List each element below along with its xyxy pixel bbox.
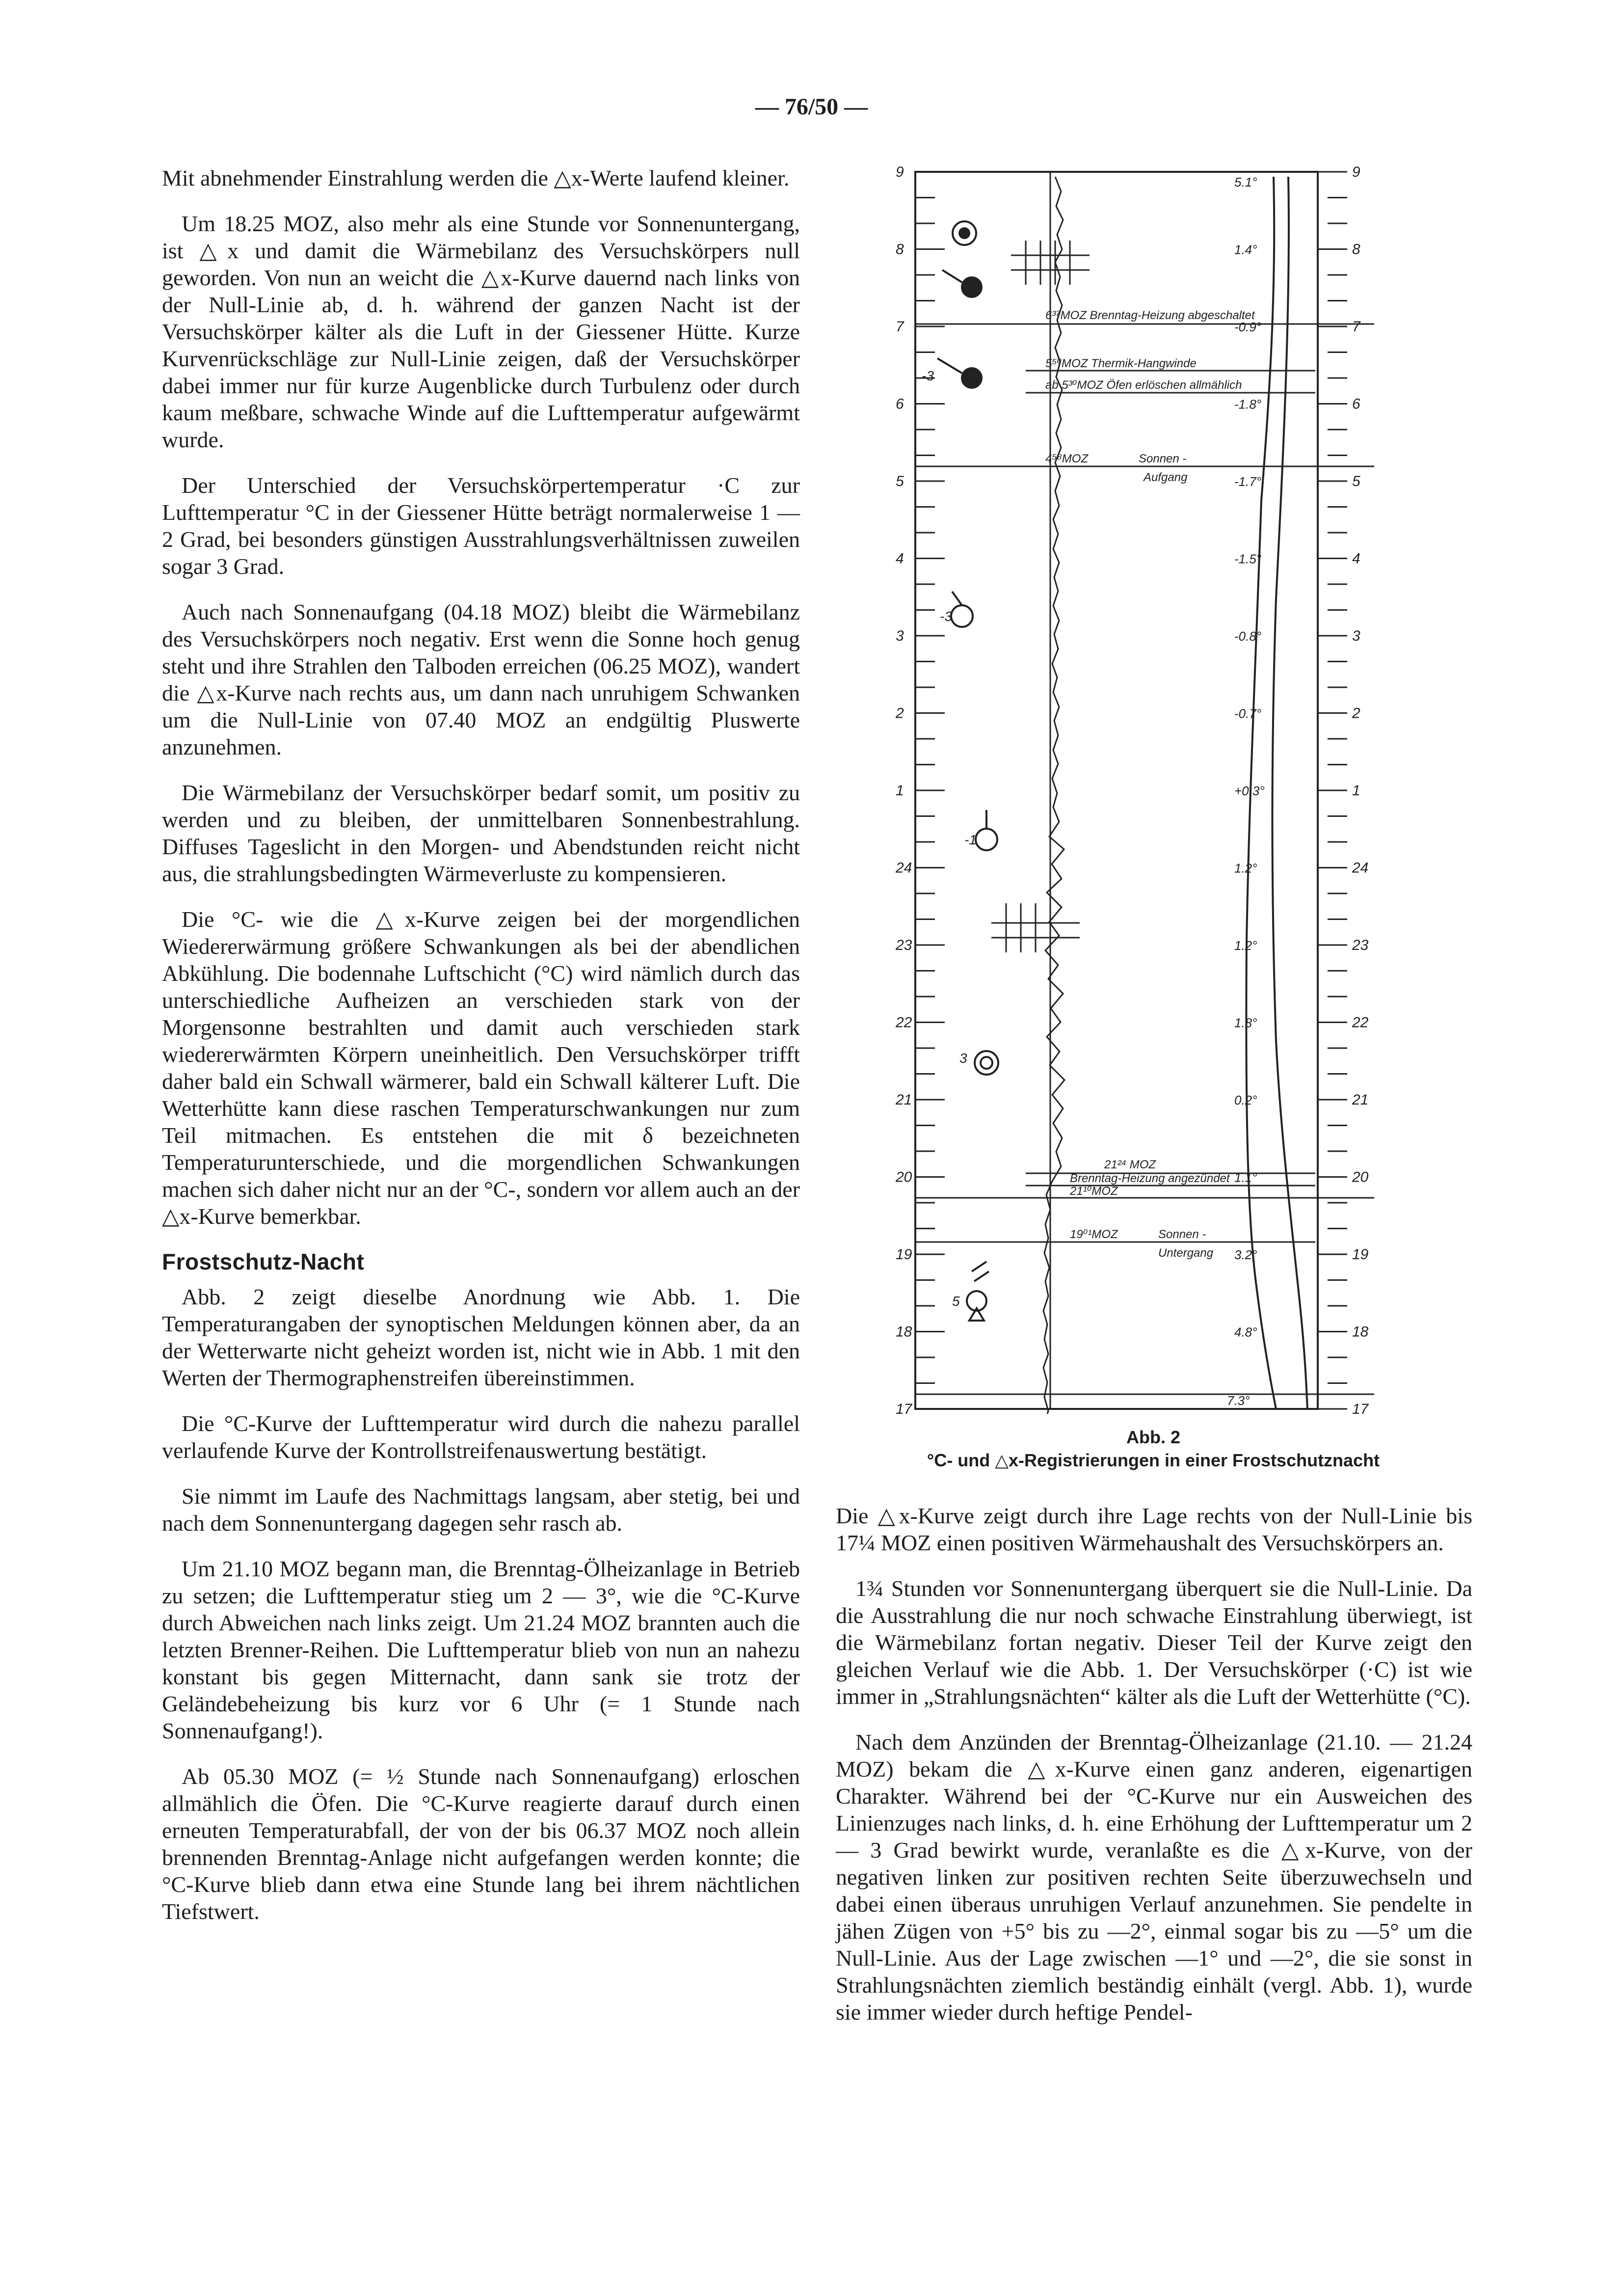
annotation: Sonnen - xyxy=(1158,1228,1206,1241)
weather-symbol-icon xyxy=(975,1051,998,1075)
paragraph: Ab 05.30 MOZ (= ½ Stunde nach Sonnenaufgang) erloschen allmählich die Öfen. Die °C-Kurve reagierte darauf durch einen erneuten Temperaturabfall, der von der bis 06.37 MOZ noch allein brennenden Brenntag-Anlage nicht aufgefangen werden konnte; die °C-Kurve blieb dann etwa eine Stunde lang bei ihrem nächtlichen Tiefstwert. xyxy=(162,1764,800,1924)
figure-title: Abb. 2 xyxy=(1126,1427,1180,1447)
left-column xyxy=(162,164,800,1944)
hour-label-right: 2 xyxy=(1352,705,1360,722)
weather-symbol-icon xyxy=(976,829,997,850)
hour-label-left: 1 xyxy=(896,783,904,799)
annotation: Untergang xyxy=(1158,1246,1214,1260)
hour-label-left: 5 xyxy=(896,473,904,489)
paragraph: Sie nimmt im Laufe des Nachmittags langsam, aber stetig, bei und nach dem Sonnenuntergang dagegen sehr rasch ab. xyxy=(162,1484,800,1536)
figure-abb-2 xyxy=(883,157,1413,1414)
annotation: 21¹⁰MOZ xyxy=(1070,1185,1118,1198)
paragraph: Um 18.25 MOZ, also mehr als eine Stunde vor Sonnenuntergang, ist △x und damit die Wärmebilanz des Versuchskörpers null geworden. Von nun an weicht die △x-Kurve dauernd nach links von der Null-Linie ab, d. h. während der ganzen Nacht ist der Versuchskörper kälter als die Luft in der Giessener Hütte. Kurze Kurvenrückschläge zur Null-Linie zeigen, daß der Versuchskörper dabei immer nur für kurze Augenblicke durch Turbulenz oder durch kaum meßbare, schwache Winde auf die Lufttemperatur aufgewärmt wurde. xyxy=(162,211,800,452)
temperature-label: -1.8° xyxy=(1234,397,1262,412)
hour-label-right: 20 xyxy=(1352,1169,1369,1186)
weather-number: 5 xyxy=(952,1294,960,1309)
control-curve xyxy=(1273,177,1308,1409)
hour-label-left: 21 xyxy=(896,1092,912,1108)
precipitation-mark xyxy=(991,241,1090,952)
weather-symbol-icon xyxy=(962,277,982,297)
hour-label-left: 24 xyxy=(896,860,912,876)
paragraph: Die °C-Kurve der Lufttemperatur wird durch die nahezu parallel verlaufende Kurve der Kontrollstreifenauswertung bestätigt. xyxy=(162,1411,800,1463)
weather-number: 3 xyxy=(959,1051,967,1066)
hour-label-left: 4 xyxy=(896,550,904,567)
annotation: ab 5³⁰MOZ Öfen erlöschen allmählich xyxy=(1045,378,1242,392)
hour-label-left: 2 xyxy=(896,705,904,722)
paragraph: Die Wärmebilanz der Versuchskörper bedarf somit, um positiv zu werden und zu bleiben, der unmittelbaren Sonnenbestrahlung. Diffuses Tageslicht in den Morgen- und Abendstunden reicht nicht aus, die strahlungsbedingten Wärmeverluste zu kompensieren. xyxy=(162,780,800,886)
paragraph: Auch nach Sonnenaufgang (04.18 MOZ) bleibt die Wärmebilanz des Versuchskörpers noch negativ. Erst wenn die Sonne hoch genug steht und ihre Strahlen den Talboden erreichen (06.25 MOZ), wandert die △x-Kurve nach rechts aus, um dann nach unruhigem Schwanken um die Null-Linie von 07.40 MOZ an endgültig Pluswerte anzunehmen. xyxy=(162,599,800,759)
annotation: Aufgang xyxy=(1144,471,1188,484)
hour-label-left: 6 xyxy=(896,396,904,412)
hour-label-right: 1 xyxy=(1352,783,1360,799)
paragraph: Der Unterschied der Versuchskörpertemperatur ·C zur Lufttemperatur °C in der Giessener Hütte beträgt normalerweise 1 — 2 Grad, bei besonders günstigen Ausstrahlungsverhältnissen zuweilen sogar 3 Grad. xyxy=(162,473,800,579)
paragraph: Die △x-Kurve zeigt durch ihre Lage rechts von der Null-Linie bis 17¼ MOZ einen positiven Wärmehaushalt des Versuchskörpers an. xyxy=(836,1503,1472,1555)
annotation: 19⁰¹MOZ xyxy=(1070,1228,1118,1241)
hour-label-right: 7 xyxy=(1352,319,1360,335)
hour-label-right: 4 xyxy=(1352,550,1360,567)
figure-caption: °C- und △x-Registrierungen in einer Frostschutznacht xyxy=(927,1450,1380,1470)
weather-number: -1 xyxy=(964,832,977,847)
hour-label-right: 3 xyxy=(1352,628,1360,644)
temperature-label: 1.2° xyxy=(1234,861,1257,876)
temperature-label: 4.8° xyxy=(1234,1324,1257,1340)
temperature-label: 3.2° xyxy=(1234,1247,1257,1262)
hour-label-right: 19 xyxy=(1352,1246,1369,1263)
temperature-label: 5.1° xyxy=(1234,175,1257,189)
paragraph: Nach dem Anzünden der Brenntag-Ölheizanlage (21.10. — 21.24 MOZ) bekam die △x-Kurve einen ganz anderen, eigenartigen Charakter. Während bei der °C-Kurve nur ein Ausweichen des Linienzuges nach links, d. h. eine Erhöhung der Lufttemperatur um 2 — 3 Grad bewirkt wurde, veranlaßte es die △x-Kurve, von der negativen linken zur positiven rechten Seite überzuwechseln und dabei einen überaus unruhigen Verlauf anzunehmen. Sie pendelte in jähen Zügen von +5° bis zu —2°, einmal sogar bis zu —5° um die Null-Linie. Aus der Lage zwischen —1° und —2°, die sie sonst in Strahlungsnächten ziemlich beständig einhält (vergl. Abb. 1), wurde sie immer wieder durch heftige Pendel- xyxy=(836,1729,1472,2025)
temperature-label: -0.8° xyxy=(1234,629,1262,644)
annotation: 5⁵⁰MOZ Thermik-Hangwinde xyxy=(1045,357,1197,370)
annotation: Brenntag-Heizung angezündet xyxy=(1070,1172,1230,1185)
temperature-label: -0.9° xyxy=(1234,320,1262,334)
hour-label-right: 9 xyxy=(1352,164,1360,180)
weather-symbol-icon xyxy=(951,605,973,627)
hour-label-right: 24 xyxy=(1352,860,1369,876)
temperature-label: 1.1° xyxy=(1234,1170,1257,1185)
temperature-label: 0.2° xyxy=(1234,1093,1257,1107)
annotation: 6³⁷MOZ Brenntag-Heizung abgeschaltet xyxy=(1045,309,1255,322)
temperature-label: 1.2° xyxy=(1234,938,1257,953)
temperature-label: +0.3° xyxy=(1234,783,1265,798)
temperature-label: -1.5° xyxy=(1234,551,1262,567)
hour-label-left: 18 xyxy=(896,1324,912,1340)
hour-label-left: 17 xyxy=(896,1401,912,1414)
hour-label-left: 22 xyxy=(896,1014,912,1031)
hour-label-left: 19 xyxy=(896,1246,912,1263)
hour-label-right: 23 xyxy=(1352,937,1369,953)
hour-label-right: 5 xyxy=(1352,473,1360,489)
temperature-label: 1.4° xyxy=(1234,242,1257,257)
page-number: — 76/50 — xyxy=(755,94,868,120)
hour-label-left: 20 xyxy=(896,1169,912,1186)
paragraph: Mit abnehmender Einstrahlung werden die △x-Werte laufend kleiner. xyxy=(162,165,790,190)
hour-label-right: 22 xyxy=(1352,1014,1369,1031)
hour-label-right: 18 xyxy=(1352,1324,1369,1340)
temperature-label: 1.8° xyxy=(1234,1015,1257,1030)
paragraph: 1¾ Stunden vor Sonnenuntergang überquert sie die Null-Linie. Da die Ausstrahlung die nur noch schwache Einstrahlung überwiegt, ist die Wärmebilanz fortan negativ. Dieser Teil der Kurve zeigt den gleichen Verlauf wie die Abb. 1. Der Versuchskörper (·C) ist wie immer in „Strahlungsnächten“ kälter als die Luft der Wetterhütte (°C). xyxy=(836,1576,1472,1709)
annotation: 21²⁴ MOZ xyxy=(1104,1158,1156,1171)
hour-label-right: 8 xyxy=(1352,241,1360,258)
temperature-label: -1.7° xyxy=(1234,474,1262,489)
hour-label-left: 23 xyxy=(896,937,912,953)
temperature-label: 7.3° xyxy=(1227,1393,1250,1408)
hour-label-left: 9 xyxy=(896,164,904,180)
hour-label-left: 8 xyxy=(896,241,904,258)
right-column xyxy=(836,1502,1472,2044)
hour-label-right: 17 xyxy=(1352,1401,1369,1414)
section-heading: Frostschutz-Nacht xyxy=(162,1249,365,1274)
hour-label-right: 21 xyxy=(1352,1092,1369,1108)
weather-number: -3 xyxy=(922,368,934,383)
paragraph: Die °C- wie die △x-Kurve zeigen bei der morgendlichen Wiedererwärmung größere Schwankungen als bei der abendlichen Abkühlung. Die bodennahe Luftschicht (°C) wird nämlich durch das unterschiedliche Aufheizen an verschieden stark von der Morgensonne bestrahlten und damit auch verschieden stark wiedererwärmten Körpern uneinheitlich. Den Versuchskörper trifft daher bald ein Schwall wärmerer, bald ein Schwall kälterer Luft. Die Wetterhütte kann diese raschen Temperaturschwankungen nur zum Teil mitmachen. Es entstehen die mit δ bezeichneten Temperaturunterschiede, und die morgendlichen Schwankungen machen sich daher nicht nur an der °C-, sondern vor allem auch an der △x-Kurve bemerkbar. xyxy=(162,907,800,1229)
paragraph: Um 21.10 MOZ begann man, die Brenntag-Ölheizanlage in Betrieb zu setzen; die Lufttemperatur stieg um 2 — 3°, wie die °C-Kurve durch Abweichen nach links zeigt. Um 21.24 MOZ brannten auch die letzten Brenner-Reihen. Die Lufttemperatur blieb von nun an nahezu konstant bis gegen Mitternacht, dann sank sie trotz der Geländebeheizung bis kurz vor 6 Uhr (= 1 Stunde nach Sonnenaufgang!). xyxy=(162,1556,800,1743)
annotation: Sonnen - xyxy=(1139,452,1187,465)
paragraph: Abb. 2 zeigt dieselbe Anordnung wie Abb. 1. Die Temperaturangaben der synoptischen Meldungen können aber, da an der Wetterwarte nicht geheizt worden ist, nicht wie in Abb. 1 mit den Werten der Thermographenstreifen übereinstimmen. xyxy=(162,1284,800,1390)
weather-symbol-icon xyxy=(962,368,982,388)
hour-label-left: 7 xyxy=(896,319,904,335)
temperature-label: -0.7° xyxy=(1234,706,1262,721)
hour-label-left: 3 xyxy=(896,628,904,644)
weather-number: -3 xyxy=(940,609,952,624)
annotation: 4⁵⁸MOZ xyxy=(1045,452,1089,465)
hour-label-right: 6 xyxy=(1352,396,1360,412)
